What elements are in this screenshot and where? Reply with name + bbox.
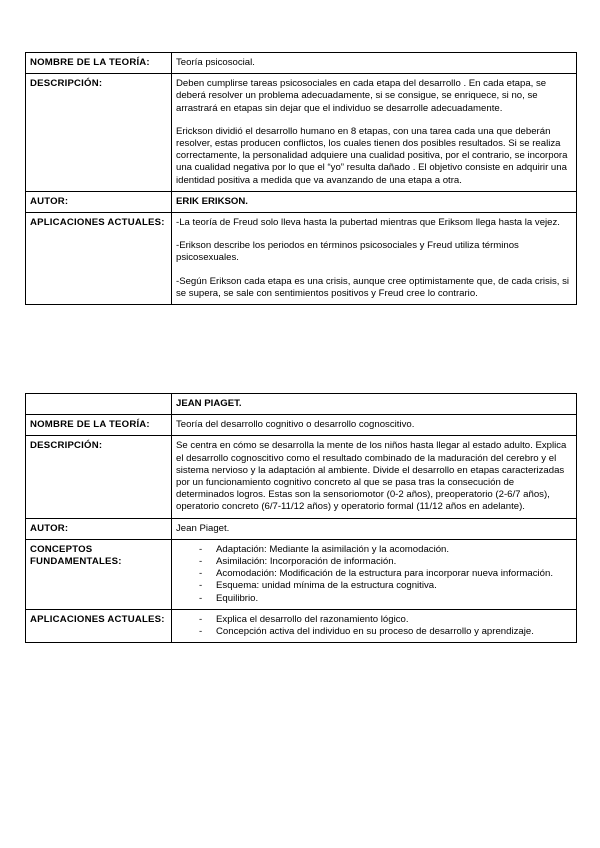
table-row — [26, 394, 577, 415]
descripcion-paragraph: Erickson dividió el desarrollo humano en 8 etapas, con una tarea cada una que deberán resolver, estas producen conflictos, los cuales tienen dos posibles resultados. Si se realiza correctamente, la personalidad adquiere una cualidad positiva, por el contrario, se incorpora una cualidad negativa por lo que el “yo” resulta dañado . El objetivo consiste en adquirir una identidad positiva a medida que va avanzando de una etapa a otra. — [176, 125, 568, 186]
aplicaciones-label: APLICACIONES ACTUALES: — [26, 609, 172, 642]
list-item: - Concepción activa del individuo en su proceso de desarrollo y aprendizaje. — [176, 626, 572, 638]
autor-value: ERIK ERIKSON. — [172, 191, 577, 212]
table-row — [26, 518, 577, 539]
aplicaciones-paragraph: -La teoría de Freud solo lleva hasta la pubertad mientras que Eriksom llega hasta la vejez. — [176, 217, 560, 229]
list-item: - Asimilación: Incorporación de información. — [176, 556, 572, 568]
list-item: - Esquema: unidad mínima de la estructura cognitiva. — [176, 580, 572, 592]
table-row — [26, 436, 577, 518]
piaget-theory-table — [25, 393, 577, 643]
table-row — [26, 213, 577, 305]
descripcion-label: DESCRIPCIÓN: — [26, 74, 172, 192]
conceptos-label: CONCEPTOS FUNDAMENTALES: — [26, 539, 172, 609]
descripcion-value: Se centra en cómo se desarrolla la mente de los niños hasta llegar al estado adulto. Explica el desarrollo cognoscitivo como el resultado combinado de la maduración del cerebro y el sistema nervioso y la adaptación al ambiente. Divide el desarrollo en etapas caracterizadas por un funcionamiento cognitivo concreto al que se pasa tras la consecución de determinados logros. Estas son la sensoriomotor (0-2 años), preoperatorio (2-6/7 años), operatorio concreto (6/7-11/12 años) y operatorio formal (11/12 años en adelante). — [172, 436, 577, 518]
header-value: JEAN PIAGET. — [172, 394, 577, 415]
aplicaciones-list — [176, 614, 572, 638]
table-row — [26, 609, 577, 642]
list-item: - Equilibrio. — [176, 593, 572, 605]
descripcion-paragraph: Deben cumplirse tareas psicosociales en cada etapa del desarrollo . En cada etapa, se deberá resolver un problema adecuadamente, si se consigue, se enriquece, si no, se arrastrará en etapas sin dejar que el individuo se desarrolle adecuadamente. — [176, 78, 547, 114]
descripcion-value — [172, 74, 577, 192]
nombre-label: NOMBRE DE LA TEORÍA: — [26, 53, 172, 74]
table-row — [26, 191, 577, 212]
nombre-label: NOMBRE DE LA TEORÍA: — [26, 415, 172, 436]
list-item: - Explica el desarrollo del razonamiento lógico. — [176, 614, 572, 626]
list-item: - Adaptación: Mediante la asimilación y la acomodación. — [176, 544, 572, 556]
table-row — [26, 53, 577, 74]
autor-label: AUTOR: — [26, 191, 172, 212]
aplicaciones-value — [172, 609, 577, 642]
table-row — [26, 415, 577, 436]
table-row — [26, 539, 577, 609]
erikson-theory-table — [25, 52, 577, 305]
aplicaciones-value — [172, 213, 577, 305]
descripcion-label: DESCRIPCIÓN: — [26, 436, 172, 518]
header-empty-cell — [26, 394, 172, 415]
aplicaciones-label: APLICACIONES ACTUALES: — [26, 213, 172, 305]
conceptos-value — [172, 539, 577, 609]
conceptos-list — [176, 544, 572, 605]
aplicaciones-paragraph: -Erikson describe los periodos en términos psicosociales y Freud utiliza términos psicosexuales. — [176, 240, 519, 264]
nombre-value: Teoría del desarrollo cognitivo o desarrollo cognoscitivo. — [172, 415, 577, 436]
table-row — [26, 74, 577, 192]
aplicaciones-paragraph: -Según Erikson cada etapa es una crisis, aunque cree optimistamente que, de cada crisis, si se supera, se sale con sentimientos positivos y Freud cree lo contrario. — [176, 275, 570, 299]
list-item: - Acomodación: Modificación de la estructura para incorporar nueva información. — [176, 568, 572, 580]
autor-label: AUTOR: — [26, 518, 172, 539]
autor-value: Jean Piaget. — [172, 518, 577, 539]
nombre-value: Teoría psicosocial. — [172, 53, 577, 74]
